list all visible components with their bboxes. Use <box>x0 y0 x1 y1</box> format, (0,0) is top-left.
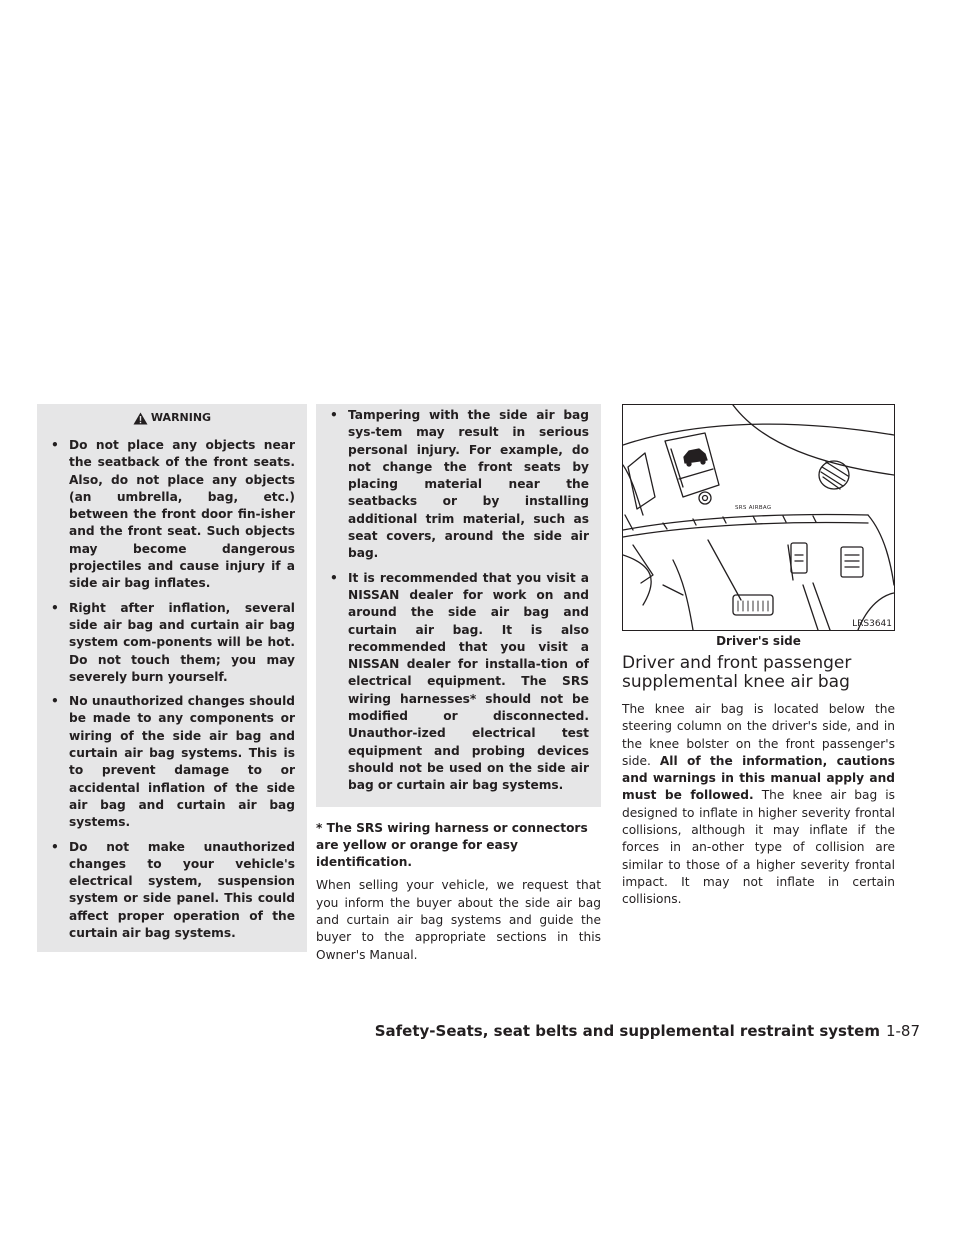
knee-airbag-paragraph: The knee air bag is located below the steering column on the driver's side, and in the knee bolster on the front passenger's side. All of the information, cautions and warnings in this manual apply and must be followed. The knee air bag is designed to inflate in higher severity frontal collisions, although it may inflate if the forces in an-other type of collision are similar to those of a higher severity frontal impact. It may not inflate in certain collisions. <box>622 702 896 907</box>
chapter-title: Safety-Seats, seat belts and supplemental restraint system <box>374 1022 880 1040</box>
warning-column-left <box>37 404 307 952</box>
bullet-icon: • <box>51 438 59 452</box>
warning-header <box>49 406 295 430</box>
bullet-icon: • <box>51 839 59 854</box>
page-footer <box>375 1022 920 1040</box>
driver-side-dashboard-drawing <box>623 405 894 630</box>
warning-box-left <box>37 404 307 952</box>
bullet-icon: • <box>330 408 338 422</box>
srs-wiring-footnote: * The SRS wiring harness or connectors are yellow or orange for easy identification. <box>316 820 588 870</box>
warning-list-left <box>49 437 295 942</box>
warning-triangle-icon <box>133 412 148 425</box>
page-number: 1-87 <box>885 1022 920 1040</box>
warning-box-right <box>316 404 601 807</box>
warning-title: WARNING <box>150 411 212 424</box>
warning-item: • Do not make unauthorized changes to your vehicle's electrical system, suspension system or side panel. This could affect proper operation of the curtain air bag systems. <box>51 839 295 941</box>
text-column-middle <box>316 404 601 964</box>
srs-airbag-label: SRS AIRBAG <box>735 505 772 511</box>
section-heading-line2: supplemental knee air bag <box>622 672 850 692</box>
warning-item: • No unauthorized changes should be made to any components or wiring of the side air bag and curtain air bag systems. This is to prevent damage to or accidental inflation of the side air bag and curtain air bag systems. <box>51 694 295 830</box>
text-column-right <box>622 404 895 909</box>
emphasis-text: All of the information, cautions and warnings in this manual apply and must be followed. <box>622 753 896 803</box>
warning-item: • Right after inflation, several side air bag and curtain air bag system com-ponents will be hot. Do not touch them; you may severely burn yourself. <box>51 600 295 684</box>
warning-item: • Do not place any objects near the seatback of the front seats. Also, do not place any objects (an umbrella, bag, etc.) between the front door fin-isher and the front seat. Such objects may become dangerous projectiles and cause injury if a side air bag inflates. <box>51 438 295 591</box>
bullet-icon: • <box>51 694 59 709</box>
bullet-icon: • <box>330 570 338 585</box>
selling-vehicle-paragraph: When selling your vehicle, we request that you inform the buyer about the side air bag and curtain air bag systems and guide the buyer to the appropriate sections in this Owner's Manual. <box>316 878 601 962</box>
knee-airbag-illustration <box>622 404 895 631</box>
section-heading-line1: Driver and front passenger <box>622 653 852 673</box>
figure-code: LRS3641 <box>852 619 892 629</box>
bullet-icon: • <box>51 600 59 615</box>
warning-list-right <box>328 407 589 795</box>
warning-item: • It is recommended that you visit a NISSAN dealer for work on and around the side air bag and curtain air bag. It is also recommended that you visit a NISSAN dealer for installa-tion of electrical equipment. The SRS wiring harnesses* should not be modified or disconnected. Unauthor-ized electrical test equipment and probing devices should not be used on the side air bag or curtain air bag systems. <box>330 570 589 793</box>
figure-caption: Driver's side <box>716 634 801 648</box>
warning-item: • Tampering with the side air bag sys-tem may result in serious personal injury. For example, do not change the front seats by placing material near the seatbacks or by installing additional trim material, such as seat covers, around the side air bag. <box>330 408 589 561</box>
section-heading <box>622 654 895 692</box>
